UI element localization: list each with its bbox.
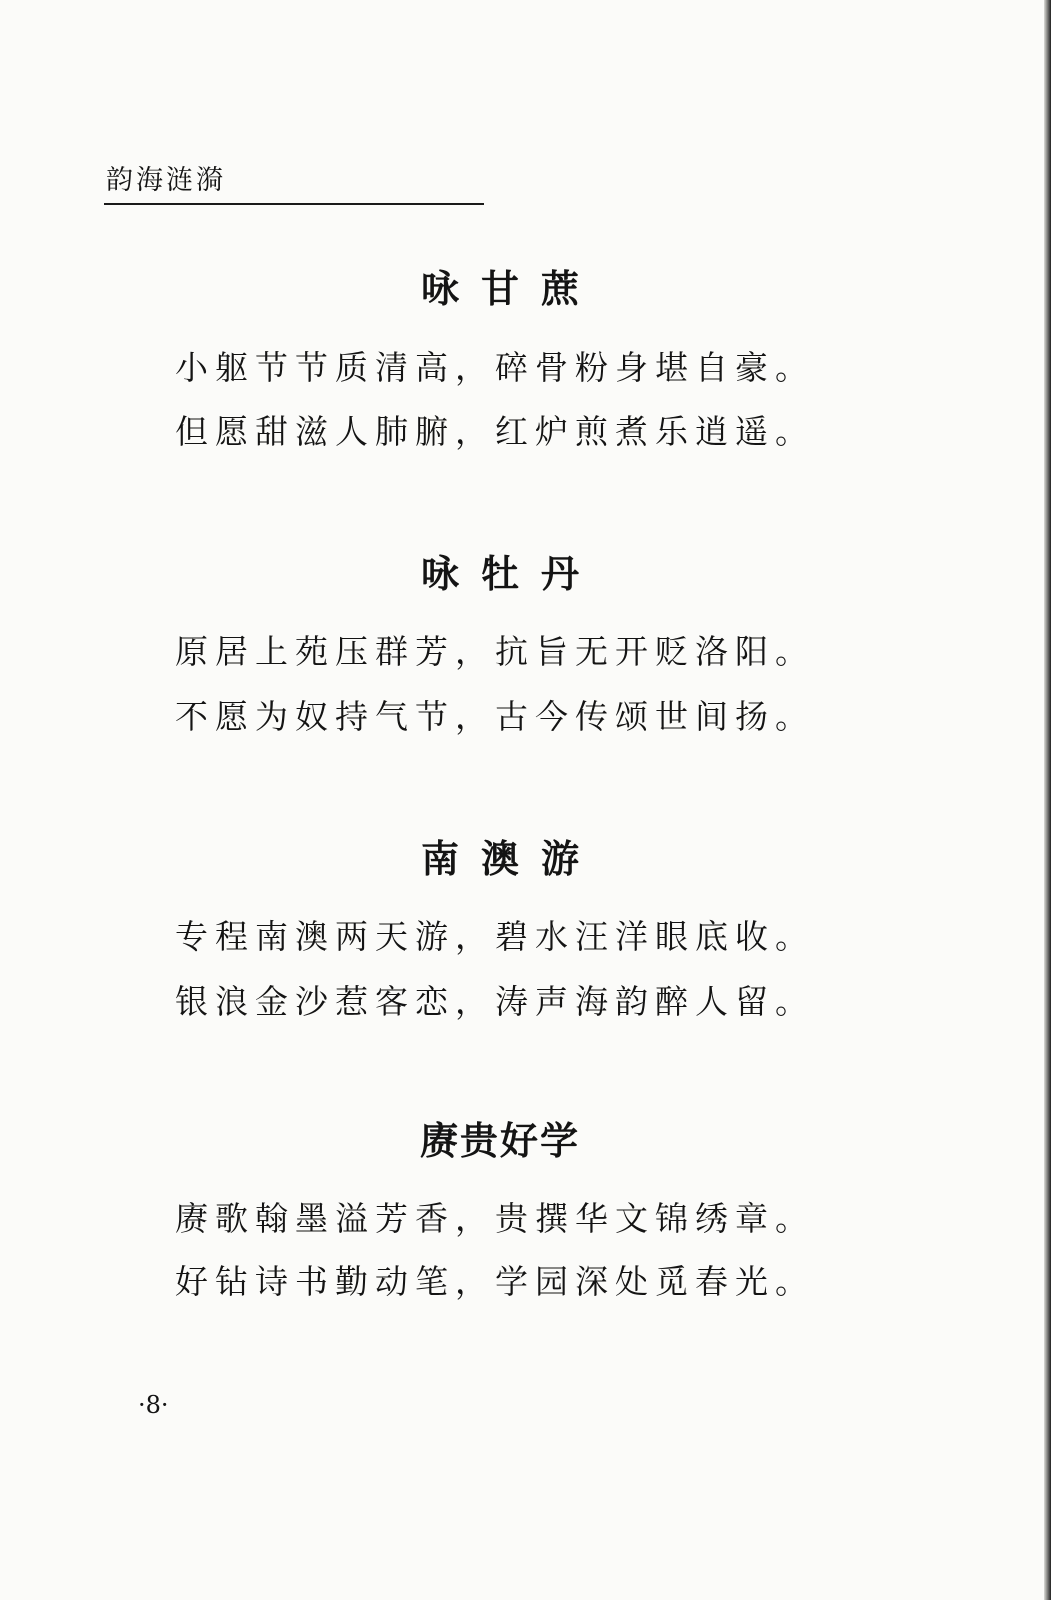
poem-title: 南澳游 (420, 836, 601, 881)
running-head: 韵海涟漪 (106, 165, 226, 196)
poem-title: 咏甘蔗 (420, 266, 601, 311)
header-rule (104, 203, 484, 205)
poem-line: 银浪金沙惹客恋，涛声海韵醉人留。 (175, 982, 815, 1021)
page-edge-shadow (1044, 0, 1051, 1600)
poem-line: 小躯节节质清高，碎骨粉身堪自豪。 (175, 348, 815, 387)
page-number: ·8· (138, 1391, 169, 1419)
poem-title: 咏牡丹 (420, 551, 601, 596)
poem-line: 专程南澳两天游，碧水汪洋眼底收。 (175, 917, 815, 956)
poem-title: 赓贵好学 (419, 1118, 580, 1163)
poem-line: 原居上苑压群芳，抗旨无开贬洛阳。 (175, 632, 815, 671)
poem-line: 好钻诗书勤动笔，学园深处觅春光。 (175, 1262, 815, 1301)
poem-line: 不愿为奴持气节，古今传颂世间扬。 (175, 697, 815, 736)
poem-line: 但愿甜滋人肺腑，红炉煎煮乐逍遥。 (175, 412, 815, 451)
poem-line: 赓歌翰墨溢芳香，贵撰华文锦绣章。 (175, 1199, 815, 1238)
